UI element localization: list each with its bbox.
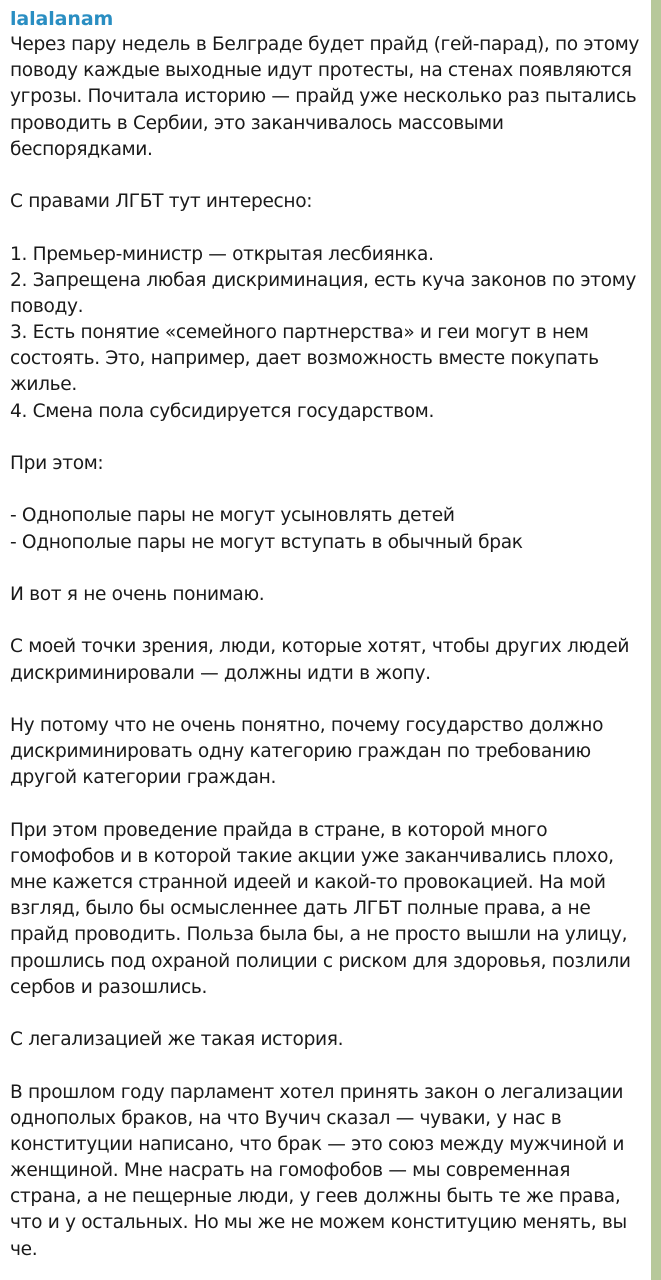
message-line: мне кажется странной идеей и какой-то провокацией. На мой xyxy=(10,872,606,893)
message-line: дискриминировать одну категорию граждан по требованию xyxy=(10,741,591,763)
message-line: В прошлом году парламент хотел принять закон о легализации xyxy=(10,1081,624,1103)
message-line: прошлись под охраной полиции с риском для здоровья, позлили xyxy=(10,950,631,972)
message-line: что и у остальных. Но мы же не можем конституцию менять, вы xyxy=(10,1212,627,1234)
message-line: С моей точки зрения, люди, которые хотят, чтобы других людей xyxy=(10,636,630,658)
message-line: При этом проведение прайда в стране, в которой много xyxy=(10,819,548,841)
chat-background-edge xyxy=(651,0,661,1280)
paragraph-gap xyxy=(10,477,651,503)
paragraph-gap xyxy=(10,1001,651,1027)
message-line: жилье. xyxy=(10,374,77,396)
message-line: конституции написано, что брак — это союз между мужчиной и xyxy=(10,1133,625,1155)
message-line: С правами ЛГБТ тут интересно: xyxy=(10,191,313,213)
paragraph-gap xyxy=(10,791,651,817)
message-line: При этом: xyxy=(10,453,104,474)
sender-name[interactable]: lalalanam xyxy=(10,8,114,30)
message-line: угрозы. Почитала историю — прайд уже несколько раз пытались xyxy=(10,86,637,108)
paragraph-gap xyxy=(10,163,651,189)
message-line: С легализацией же такая история. xyxy=(10,1029,344,1051)
message-line: проводить в Сербии, это заканчивалось массовыми xyxy=(10,112,504,134)
message-line: другой категории граждан. xyxy=(10,767,277,789)
message-line: прайд проводить. Польза была бы, а не просто вышли на улицу, xyxy=(10,924,628,946)
paragraph-gap xyxy=(10,687,651,713)
message-line: Через пару недель в Белграде будет прайд (гей-парад), по этому xyxy=(10,34,640,55)
message-line: взгляд, было бы осмысленнее дать ЛГБТ полные права, а не xyxy=(10,898,591,920)
message-line: состоять. Это, например, дает возможность вместе покупать xyxy=(10,348,599,370)
paragraph-gap xyxy=(10,1053,651,1079)
message-line: гомофобов и в которой такие акции уже заканчивались плохо, xyxy=(10,845,614,867)
message-line: Ну потому что не очень понятно, почему государство должно xyxy=(10,714,604,736)
message-text xyxy=(10,32,651,1263)
paragraph-gap xyxy=(10,556,651,582)
message-line: страна, а не пещерные люди, у геев должны быть те же права, xyxy=(10,1186,621,1208)
message-line: И вот я не очень понимаю. xyxy=(10,583,265,605)
message-line: однополых браков, на что Вучич сказал — чуваки, у нас в xyxy=(10,1107,562,1129)
message-line: - Однополые пары не могут вступать в обычный брак xyxy=(10,531,523,553)
paragraph-gap xyxy=(10,425,651,451)
message-line: че. xyxy=(10,1238,38,1260)
message-line: 4. Смена пола субсидируется государством. xyxy=(10,400,435,422)
message-line: 3. Есть понятие «семейного партнерства» и геи могут в нем xyxy=(10,322,589,344)
message-line: - Однополые пары не могут усыновлять детей xyxy=(10,505,455,527)
paragraph-gap xyxy=(10,215,651,241)
message-line: поводу. xyxy=(10,295,84,317)
message-line: дискриминировали — должны идти в жопу. xyxy=(10,662,431,684)
message-line: сербов и разошлись. xyxy=(10,976,208,998)
message-line: 2. Запрещена любая дискриминация, есть куча законов по этому xyxy=(10,269,637,291)
paragraph-gap xyxy=(10,608,651,634)
message-line: беспорядками. xyxy=(10,138,153,160)
message-line: 1. Премьер-министр — открытая лесбиянка. xyxy=(10,243,434,265)
message-line: поводу каждые выходные идут протесты, на стенах появляются xyxy=(10,60,632,82)
message-line: женщиной. Мне насрать на гомофобов — мы современная xyxy=(10,1160,571,1182)
